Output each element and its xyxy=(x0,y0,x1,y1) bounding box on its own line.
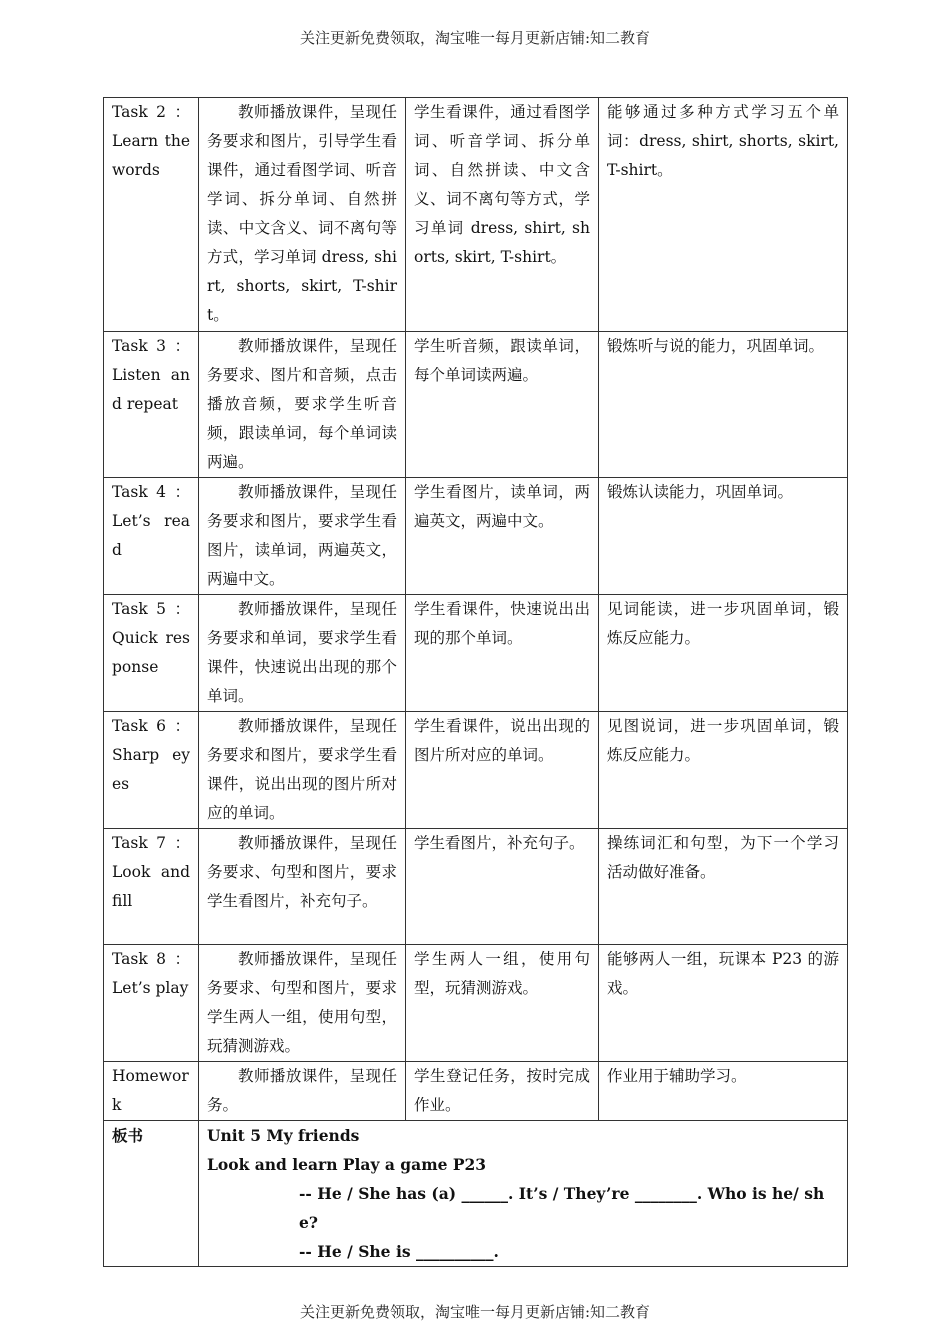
task-name-cell: Task 8 ： Let’s play xyxy=(104,945,199,1062)
board-row xyxy=(104,1121,848,1267)
task-name-cell: Task 7 ： Look and fill xyxy=(104,829,199,945)
board-label: 板书 xyxy=(112,1126,144,1145)
teacher-activity-cell: 教师播放课件，呈现任务要求、图片和音频，点击播放音频，要求学生听音频，跟读单词，每个单词读两遍。 xyxy=(199,332,406,478)
board-subtitle: Look and learn Play a game P23 xyxy=(207,1155,487,1174)
teacher-activity-cell: 教师播放课件，呈现任务要求和图片，引导学生看课件，通过看图学词、听音学词、拆分单词、自然拼读、中文含义、词不离句等方式，学习单词 dress, shirt, shorts, skirt, T-shirt。 xyxy=(199,98,406,332)
teacher-activity-cell: 教师播放课件，呈现任务。 xyxy=(199,1062,406,1121)
student-activity-cell: 学生看课件，说出出现的图片所对应的单词。 xyxy=(406,712,599,829)
purpose-cell: 见词能读，进一步巩固单词，锻炼反应能力。 xyxy=(599,595,848,712)
table-row xyxy=(104,712,848,829)
student-activity-cell: 学生登记任务，按时完成作业。 xyxy=(406,1062,599,1121)
teacher-activity-cell: 教师播放课件，呈现任务要求、句型和图片，要求学生看图片，补充句子。 xyxy=(199,829,406,945)
board-content-cell xyxy=(199,1121,848,1267)
board-sentence-1: -- He / She has (a) ______. It’s / They’re ________. Who is he/ she? xyxy=(299,1184,825,1232)
task-name-cell: Task 6 ： Sharp eyes xyxy=(104,712,199,829)
board-sentence-2: -- He / She is __________. xyxy=(299,1242,499,1261)
task-name-cell: Task 4 ： Let’s read xyxy=(104,478,199,595)
teacher-activity-cell: 教师播放课件，呈现任务要求和单词，要求学生看课件，快速说出出现的那个单词。 xyxy=(199,595,406,712)
page-footer: 关注更新免费领取，淘宝唯一每月更新店铺:知二教育 xyxy=(299,1303,651,1321)
student-activity-cell: 学生看图片，读单词，两遍英文，两遍中文。 xyxy=(406,478,599,595)
purpose-cell: 能够通过多种方式学习五个单词：dress, shirt, shorts, skirt, T-shirt。 xyxy=(599,98,848,332)
student-activity-cell: 学生听音频，跟读单词，每个单词读两遍。 xyxy=(406,332,599,478)
purpose-cell: 锻炼认读能力，巩固单词。 xyxy=(599,478,848,595)
teacher-activity-cell: 教师播放课件，呈现任务要求和图片，要求学生看课件，说出出现的图片所对应的单词。 xyxy=(199,712,406,829)
purpose-cell: 作业用于辅助学习。 xyxy=(599,1062,848,1121)
purpose-cell: 能够两人一组，玩课本 P23 的游戏。 xyxy=(599,945,848,1062)
lesson-plan-table xyxy=(103,97,848,1267)
table-row xyxy=(104,332,848,478)
page-header: 关注更新免费领取，淘宝唯一每月更新店铺:知二教育 xyxy=(299,29,651,47)
table-row xyxy=(104,1062,848,1121)
teacher-activity-cell: 教师播放课件，呈现任务要求、句型和图片，要求学生两人一组，使用句型，玩猜测游戏。 xyxy=(199,945,406,1062)
task-name-cell: Homework xyxy=(104,1062,199,1121)
student-activity-cell: 学生看图片，补充句子。 xyxy=(406,829,599,945)
table-row xyxy=(104,595,848,712)
table-row xyxy=(104,945,848,1062)
purpose-cell: 锻炼听与说的能力，巩固单词。 xyxy=(599,332,848,478)
teacher-activity-cell: 教师播放课件，呈现任务要求和图片，要求学生看图片，读单词，两遍英文，两遍中文。 xyxy=(199,478,406,595)
task-name-cell: Task 2 ： Learn the words xyxy=(104,98,199,332)
student-activity-cell: 学生两人一组，使用句型，玩猜测游戏。 xyxy=(406,945,599,1062)
table-row xyxy=(104,98,848,332)
task-name-cell: Task 3 ： Listen and repeat xyxy=(104,332,199,478)
purpose-cell: 见图说词，进一步巩固单词，锻炼反应能力。 xyxy=(599,712,848,829)
table-row xyxy=(104,829,848,945)
task-name-cell: Task 5 ： Quick response xyxy=(104,595,199,712)
student-activity-cell: 学生看课件，通过看图学词、听音学词、拆分单词、自然拼读、中文含义、词不离句等方式，学习单词 dress, shirt, shorts, skirt, T-shirt。 xyxy=(406,98,599,332)
board-title: Unit 5 My friends xyxy=(207,1126,360,1145)
student-activity-cell: 学生看课件，快速说出出现的那个单词。 xyxy=(406,595,599,712)
table-row xyxy=(104,478,848,595)
purpose-cell: 操练词汇和句型，为下一个学习活动做好准备。 xyxy=(599,829,848,945)
board-label-cell xyxy=(104,1121,199,1267)
